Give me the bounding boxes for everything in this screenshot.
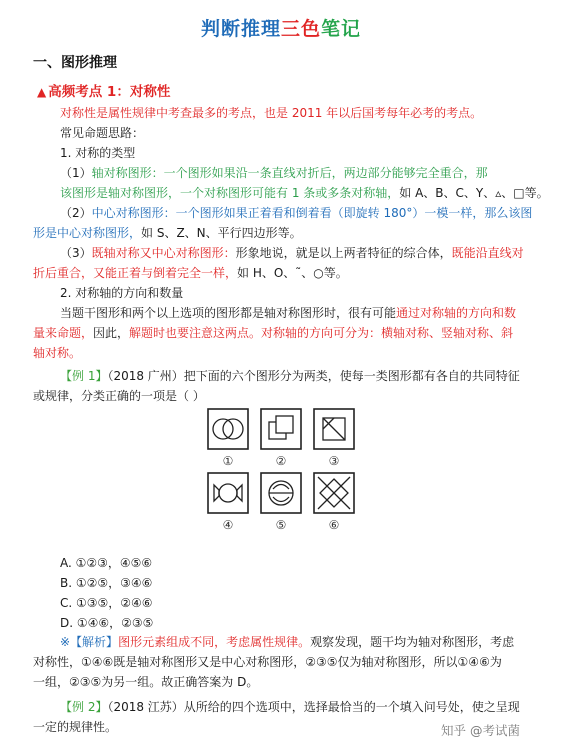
section-heading: 一、图形推理	[33, 55, 117, 71]
figure-label-1: ①	[222, 454, 234, 468]
title-part-2: 三色	[280, 18, 321, 40]
figure-label-5: ⑤	[275, 518, 287, 532]
direction-line-1: 当题干图形和两个以上选项的图形都是轴对称图形时，很有可能通过对称轴的方向和数	[60, 306, 517, 320]
example-2-tag: 【例 2】	[60, 700, 108, 714]
figure-3	[313, 408, 355, 450]
figure-2	[260, 408, 302, 450]
direction-line-3: 轴对称。	[33, 346, 82, 360]
figure-6	[313, 472, 355, 514]
example-1-line-1: 【例 1】（2018 广州）把下面的六个图形分为两类，使每一类图形都有各自的共同特征	[60, 369, 520, 383]
figure-label-2: ②	[275, 454, 287, 468]
analysis-tag: ※【解析】	[60, 635, 119, 649]
example-2-line-1: 【例 2】（2018 江苏）从所给的四个选项中，选择最恰当的一个填入问号处，使之呈现	[60, 700, 520, 714]
example-2-line-2: 一定的规律性。	[33, 720, 118, 734]
both-symmetry-line-2: 折后重合，又能正着与倒着完全一样，如 H、O、˜、○等。	[33, 266, 348, 280]
intro-text: 对称性是属性规律中考查最多的考点，也是 2011 年以后国考每年必考的考点。	[60, 106, 483, 120]
option-c: C. ①③⑤，②④⑥	[60, 596, 153, 610]
example-1-figures	[0, 408, 562, 543]
watermark: 知乎 @考试菌	[441, 723, 520, 738]
figure-label-4: ④	[222, 518, 234, 532]
figure-label-3: ③	[328, 454, 340, 468]
title-part-1: 判断推理	[200, 18, 281, 40]
axis-symmetry-line-2: 该图形是轴对称图形，一个对称图形可能有 1 条或多条对称轴，如 A、B、C、Y、▵、□等。	[60, 186, 549, 200]
analysis-line-1: ※【解析】图形元素组成不同，考虑属性规律。观察发现，题干均为轴对称图形，考虑	[60, 635, 515, 649]
topic-heading	[37, 80, 170, 100]
option-b: B. ①②⑤，③④⑥	[60, 576, 153, 590]
example-1-tag: 【例 1】	[60, 369, 108, 383]
center-symmetry-line-1: （2）中心对称图形：一个图形如果正着看和倒着看（即旋转 180°）一模一样，那么该图	[60, 206, 533, 220]
analysis-line-2: 对称性，①④⑥既是轴对称图形又是中心对称图形，②③⑤仅为轴对称图形，所以①④⑥为	[33, 655, 502, 669]
ideas-heading: 常见命题思路：	[60, 126, 145, 140]
figure-4	[207, 472, 249, 514]
analysis-line-3: 一组，②③⑤为另一组。故正确答案为 D。	[33, 675, 259, 689]
topic-heading-text: 高频考点 1：对称性	[48, 84, 171, 100]
example-1-line-2: 或规律，分类正确的一项是（ ）	[33, 389, 205, 403]
direction-line-2: 量来命题，因此，解题时也要注意这两点。对称轴的方向可分为：横轴对称、竖轴对称、斜	[33, 326, 514, 340]
both-symmetry-line-1: （3）既轴对称又中心对称图形：形象地说，就是以上两者特征的综合体，既能沿直线对	[60, 246, 524, 260]
figure-5	[260, 472, 302, 514]
figure-1	[207, 408, 249, 450]
subheading-axis-direction: 2. 对称轴的方向和数量	[60, 286, 184, 300]
subheading-symmetry-types: 1. 对称的类型	[60, 146, 136, 160]
option-a: A. ①②③，④⑤⑥	[60, 556, 153, 570]
page-title	[0, 14, 562, 41]
triangle-marker-icon: ▲	[37, 85, 47, 99]
option-d: D. ①④⑥，②③⑤	[60, 616, 154, 630]
axis-symmetry-line-1: （1）轴对称图形：一个图形如果沿一条直线对折后，两边部分能够完全重合，那	[60, 166, 488, 180]
center-symmetry-line-2: 形是中心对称图形，如 S、Z、N、平行四边形等。	[33, 226, 302, 240]
figure-label-6: ⑥	[328, 518, 340, 532]
title-part-3: 笔记	[321, 18, 362, 40]
